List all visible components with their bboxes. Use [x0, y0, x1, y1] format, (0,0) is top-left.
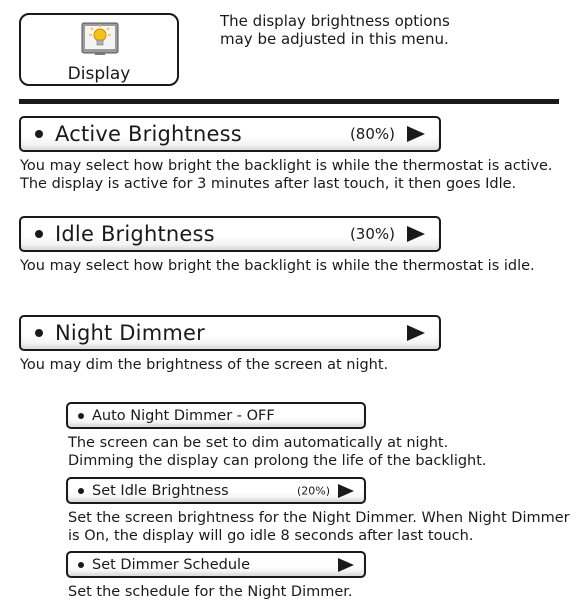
display-menu-tile[interactable] [19, 13, 179, 86]
lightbulb-monitor-icon [81, 22, 119, 56]
idle-brightness-description [20, 257, 535, 275]
auto-night-dimmer-button[interactable] [66, 402, 366, 429]
bullet-icon [35, 130, 43, 138]
triangle-right-icon [338, 558, 354, 572]
idle-brightness-value: (30%) [349, 225, 395, 243]
night-dimmer-label: Night Dimmer [55, 321, 205, 345]
active-brightness-button[interactable] [19, 116, 441, 152]
set-dimmer-schedule-button[interactable] [66, 551, 366, 578]
intro-text [220, 12, 520, 48]
triangle-right-icon [407, 325, 425, 341]
triangle-right-icon [407, 226, 425, 242]
description-line: Set the schedule for the Night Dimmer. [68, 584, 353, 600]
set-idle-brightness-button[interactable] [66, 477, 366, 504]
active-brightness-value: (80%) [349, 125, 395, 143]
idle-brightness-label: Idle Brightness [55, 222, 215, 246]
bullet-icon [78, 413, 84, 419]
set-dimmer-schedule-description [68, 583, 353, 601]
set-idle-brightness-value: (20%) [296, 484, 330, 497]
description-line: The screen can be set to dim automatically at night. [68, 435, 449, 451]
night-dimmer-button[interactable] [19, 315, 441, 351]
set-idle-brightness-label: Set Idle Brightness [92, 482, 229, 499]
idle-brightness-button[interactable] [19, 216, 441, 252]
description-line: Dimming the display can prolong the life of the backlight. [68, 453, 487, 469]
section-divider [19, 99, 559, 104]
set-dimmer-schedule-label: Set Dimmer Schedule [92, 556, 250, 573]
description-line: Set the screen brightness for the Night Dimmer. When Night Dimmer [68, 510, 570, 526]
set-idle-brightness-description [68, 509, 570, 545]
description-line: is On, the display will go idle 8 seconds after last touch. [68, 528, 474, 544]
description-line: The display is active for 3 minutes after last touch, it then goes Idle. [20, 176, 517, 192]
auto-night-dimmer-description [68, 434, 487, 470]
night-dimmer-description [20, 356, 388, 374]
active-brightness-label: Active Brightness [55, 122, 242, 146]
intro-line: The display brightness options [220, 12, 450, 30]
description-line: You may dim the brightness of the screen at night. [20, 357, 389, 373]
bullet-icon [78, 562, 84, 568]
active-brightness-description [20, 157, 553, 193]
auto-night-dimmer-label: Auto Night Dimmer - OFF [92, 407, 275, 424]
description-line: You may select how bright the backlight is while the thermostat is idle. [20, 258, 535, 274]
description-line: You may select how bright the backlight is while the thermostat is active. [20, 158, 553, 174]
triangle-right-icon [338, 484, 354, 498]
bullet-icon [35, 230, 43, 238]
display-tile-label: Display [67, 64, 131, 84]
bullet-icon [35, 329, 43, 337]
triangle-right-icon [407, 126, 425, 142]
bullet-icon [78, 488, 84, 494]
intro-line: may be adjusted in this menu. [220, 30, 449, 48]
